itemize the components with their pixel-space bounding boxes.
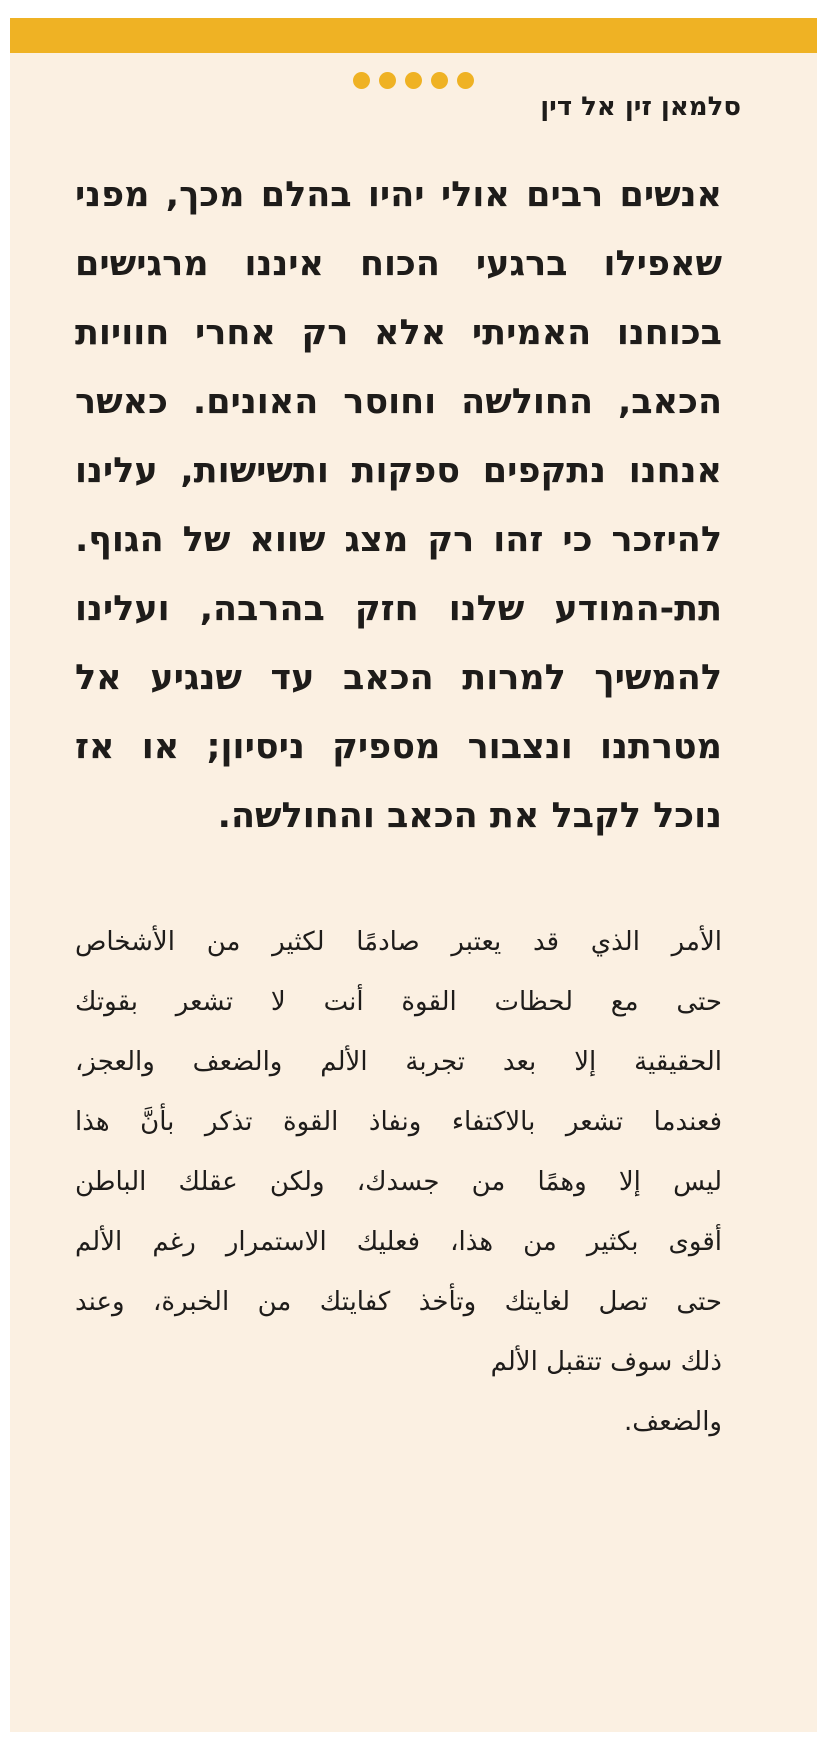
decorative-dot [353,72,370,89]
arabic-line: حتى مع لحظات القوة أنت لا تشعر بقوتك [75,987,722,1017]
decorative-dot [457,72,474,89]
decorative-dot [379,72,396,89]
decorative-dots [10,72,817,89]
arabic-line: أقوى بكثير من هذا، فعليك الاستمرار رغم الألم [75,1227,722,1257]
arabic-line: ليس إلا وهمًا من جسدك، ولكن عقلك الباطن [75,1167,722,1197]
arabic-line: فعندما تشعر بالاكتفاء ونفاذ القوة تذكر بأنَّ هذا [75,1107,722,1137]
hebrew-paragraph: אנשים רבים אולי יהיו בהלם מכך, מפני שאפילו ברגעי הכוח איננו מרגישים בכוחנו האמיתי אלא רק אחרי חוויות הכאב, החולשה וחוסר האונים. כאשר אנחנו נתקפים ספקות ותשישות, עלינו להיזכר כי זהו רק מצג שווא של הגוף. תת-המודע שלנו חזק בהרבה, ועלינו להמשיך למרות הכאב עד שנגיע אל מטרתנו ונצבור מספיק ניסיון; או אז נוכל לקבל את הכאב והחולשה. [75,175,722,836]
arabic-line: حتى تصل لغايتك وتأخذ كفايتك من الخبرة، وعند [75,1287,722,1317]
arabic-line: ذلك سوف تتقبل الألم [490,1347,722,1377]
author-name: סלמאן זין אל דין [540,92,741,122]
decorative-dot [431,72,448,89]
arabic-line: والضعف. [624,1407,722,1437]
accent-top-bar [10,18,817,53]
arabic-paragraph [75,912,722,1452]
decorative-dot [405,72,422,89]
arabic-line: الحقيقية إلا بعد تجربة الألم والضعف والعجز، [75,1047,722,1077]
arabic-line: الأمر الذي قد يعتبر صادمًا لكثير من الأشخاص [75,927,722,957]
